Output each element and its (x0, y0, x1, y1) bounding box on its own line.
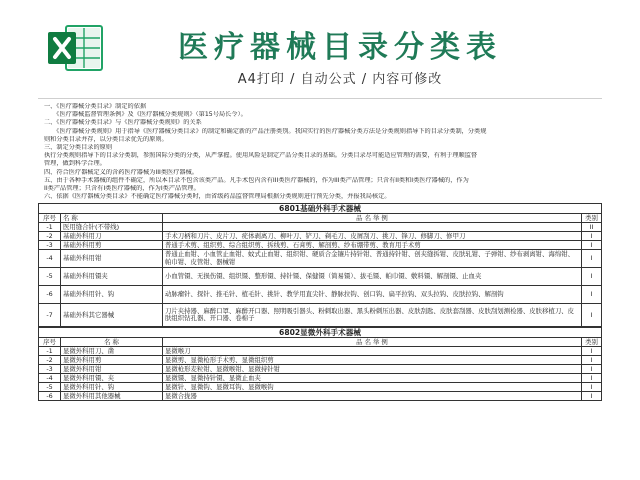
cell-name[interactable]: 显微外科用钳 (61, 365, 163, 374)
cell-name[interactable]: 显微外科用剪 (61, 356, 163, 365)
cell-category[interactable]: I (581, 241, 601, 250)
header-seq: 序号 (39, 338, 61, 347)
cell-name[interactable]: 显微外科用其他器械 (61, 392, 163, 401)
header-name: 名 称 (61, 214, 163, 223)
table-row[interactable] (39, 383, 602, 392)
note-line: 四、符合医疗器械定义的含药医疗器械为III类医疗器械。 (44, 168, 198, 176)
cell-seq[interactable]: -2 (39, 356, 61, 365)
cell-category[interactable]: I (581, 356, 601, 365)
cell-name[interactable]: 基础外科用钳 (61, 250, 163, 268)
cell-seq[interactable]: -1 (39, 347, 61, 356)
table-row[interactable] (39, 250, 602, 268)
cell-examples[interactable]: 动脉瘤针、探针、推毛针、植毛针、挑针、教学用直尖针、静脉拉钩、创口钩、扁平拉钩、双头拉钩、皮肤拉钩、解剖钩 (163, 286, 582, 304)
note-line: 《医疗器械分类规则》用于指导《医疗器械分类目录》的制定和确定新的产品注册类别。我国实行的医疗器械分类方法是分类规则指导下的目录分类制，分类规 (44, 127, 487, 135)
catalog-sections (38, 203, 602, 401)
cell-examples[interactable]: 显微剪、显微枪形手术剪、显微组织剪 (163, 356, 582, 365)
cell-category[interactable]: I (581, 374, 601, 383)
cell-category[interactable]: I (581, 347, 601, 356)
note-line: 二、《医疗器械分类目录》与《医疗器械分类规则》的关系 (44, 119, 202, 127)
cell-category[interactable]: I (581, 250, 601, 268)
table-row[interactable] (39, 232, 602, 241)
section-title-row (39, 204, 602, 214)
note-line: 六、依据《医疗器械分类目录》不能确定医疗器械分类时，由省级药品监督管理局根据分类规则进行预先分类，并报我局核定。 (44, 193, 391, 201)
cell-examples[interactable]: 显微镊、显微持针镊、显微止血夹 (163, 374, 582, 383)
header-name: 名 称 (61, 338, 163, 347)
section-title-row (39, 328, 602, 338)
cell-seq[interactable]: -7 (39, 304, 61, 327)
section-title: 6802显微外科手术器械 (39, 328, 602, 338)
note-line: 三、制定分类目录的原则 (44, 144, 113, 152)
cell-examples[interactable]: 普通止血钳、小血管止血钳、蚊式止血钳、组织钳、硬质合金镶片持针钳、普通持针钳、创夹缝拆钳、皮肤轧钳、子弹钳、纱布剥离钳、海绵钳、帕巾钳、皮管钳、器械钳 (163, 250, 582, 268)
cell-category[interactable]: I (581, 365, 601, 374)
cell-category[interactable]: I (581, 286, 601, 304)
page-header (0, 0, 640, 100)
table-row[interactable] (39, 268, 602, 286)
cell-seq[interactable]: -6 (39, 286, 61, 304)
cell-category[interactable]: I (581, 304, 601, 327)
cell-name[interactable]: 基础外科用刀 (61, 232, 163, 241)
note-line: 管理，做到科学合理。 (44, 160, 106, 168)
column-header-row (39, 214, 602, 223)
cell-examples[interactable]: 显微喉刀 (163, 347, 582, 356)
cell-category[interactable]: I (581, 232, 601, 241)
page-subtitle: A4打印 / 自动公式 / 内容可修改 (237, 72, 443, 87)
catalog-table (38, 203, 602, 327)
cell-seq[interactable]: -5 (39, 383, 61, 392)
catalog-table (38, 327, 602, 401)
cell-name[interactable]: 显微外科用刀、凿 (61, 347, 163, 356)
table-row[interactable] (39, 286, 602, 304)
cell-category[interactable]: I (581, 392, 601, 401)
cell-name[interactable]: 基础外科用剪 (61, 241, 163, 250)
cell-seq[interactable]: -3 (39, 365, 61, 374)
cell-examples[interactable]: 小血管镊、无损伤镊、组织镊、整形镊、持针镊、保健镊（简易镊）、拔毛镊、帕巾镊、敷料镊、解剖镊、止血夹 (163, 268, 582, 286)
cell-seq[interactable]: -6 (39, 392, 61, 401)
spreadsheet-sheet (38, 98, 602, 480)
cell-examples[interactable]: 刀片夹持器、麻醉口罩、麻醉开口器、照明吸引器头、粉刺取出器、黑头粉刺压出器、皮肤刮匙、皮肤套刮器、皮肤刮划测检器、皮肤移植刀、皮肤组织钻孔器、开口器、卷棉子 (163, 304, 582, 327)
table-row[interactable] (39, 347, 602, 356)
cell-name[interactable]: 基础外科用针、钩 (61, 286, 163, 304)
cell-category[interactable]: I (581, 268, 601, 286)
cell-name[interactable]: 基础外科用镊夹 (61, 268, 163, 286)
header-category: 类别 (581, 338, 601, 347)
cell-name[interactable]: 显微外科用针、钩 (61, 383, 163, 392)
cell-category[interactable]: II (581, 223, 601, 232)
cell-seq[interactable]: -3 (39, 241, 61, 250)
table-row[interactable] (39, 392, 602, 401)
note-line: 则和分类目录并存，以分类目录优先的原则。 (44, 135, 168, 143)
cell-examples[interactable]: 显微枪形麦粒钳、显微喉钳、显微持针钳 (163, 365, 582, 374)
table-row[interactable] (39, 241, 602, 250)
note-line: 《医疗器械监督管理条例》及《医疗器械分类规则》（第15号局长令）。 (44, 111, 247, 119)
table-row[interactable] (39, 304, 602, 327)
cell-examples[interactable]: 手术刀柄和刀片、皮片刀、疣体剥离刀、柳叶刀、铲刀、剃毛刀、皮屑刮刀、挑刀、锋刀、修脚刀、修甲刀 (163, 232, 582, 241)
table-row[interactable] (39, 223, 602, 232)
header-examples: 品 名 举 例 (163, 338, 582, 347)
column-header-row (39, 338, 602, 347)
cell-seq[interactable]: -5 (39, 268, 61, 286)
cell-examples[interactable]: 普通手术剪、组织剪、综合组织剪、拆线剪、石膏剪、解剖剪、纱布绷带剪、教育用手术剪 (163, 241, 582, 250)
table-row[interactable] (39, 356, 602, 365)
cell-seq[interactable]: -2 (39, 232, 61, 241)
page-title: 医疗器械目录分类表 (178, 30, 502, 65)
cell-examples[interactable]: 显微合拢器 (163, 392, 582, 401)
table-row[interactable] (39, 365, 602, 374)
cell-category[interactable]: I (581, 383, 601, 392)
header-examples: 品 名 举 例 (163, 214, 582, 223)
header-category: 类别 (581, 214, 601, 223)
section-title: 6801基础外科手术器械 (39, 204, 602, 214)
cell-name[interactable]: 基础外科其它器械 (61, 304, 163, 327)
header-seq: 序号 (39, 214, 61, 223)
note-line: 五、由于各种手术器械的组件不确定，所以本目录不包含该类产品。凡手术包内含有III类医疗器械的，作为III类产品管理；只含有II类和I类医疗器械的，作为 (44, 176, 469, 184)
notes-block (38, 99, 602, 203)
table-row[interactable] (39, 374, 602, 383)
cell-name[interactable]: 显微外科用镊、夹 (61, 374, 163, 383)
cell-examples[interactable] (163, 223, 582, 232)
note-line: II类产品管理；只含有I类医疗器械的，作为I类产品管理。 (44, 185, 200, 193)
cell-seq[interactable]: -1 (39, 223, 61, 232)
cell-examples[interactable]: 显微针、显微钩、显微耳钩、显微喉钩 (163, 383, 582, 392)
note-line: 一、《医疗器械分类目录》制定的依据 (44, 103, 147, 110)
note-line: 执行分类规则指导下的目录分类制，参照国际分类的分类，从严掌握。使用风险是制定产品分类目录的基础。分类目录尽可能适应管理的需要，有利于理顺监督 (44, 152, 478, 160)
excel-icon (46, 22, 104, 74)
cell-seq[interactable]: -4 (39, 250, 61, 268)
cell-seq[interactable]: -4 (39, 374, 61, 383)
cell-name[interactable]: 医用缝合针(不带线) (61, 223, 163, 232)
